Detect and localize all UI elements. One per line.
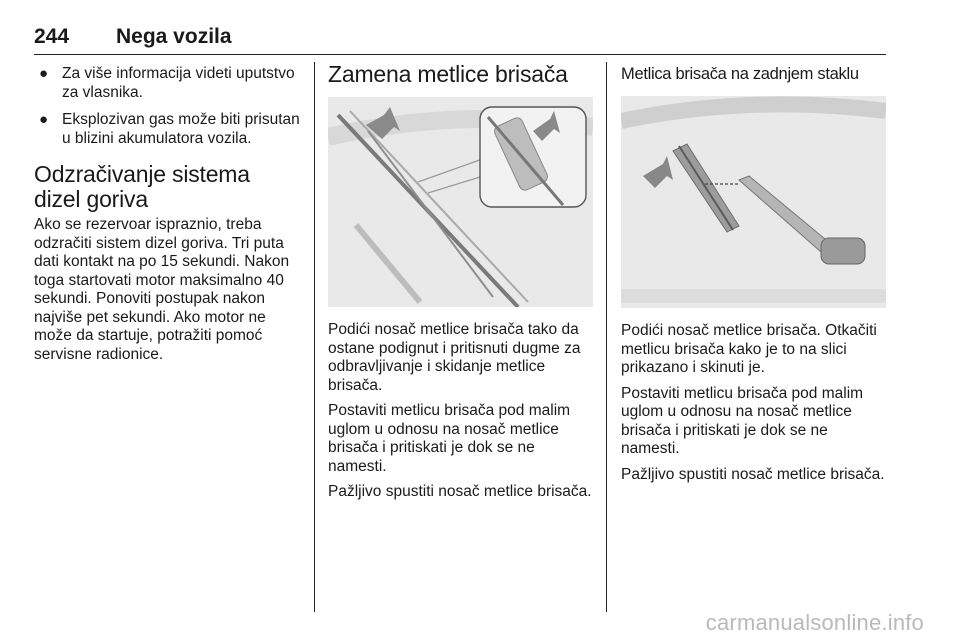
body-paragraph: Podići nosač metlice brisača tako da ostane podignut i pritisnuti dugme za odbravljivanje i skidanje metlice brisača.	[328, 321, 581, 394]
bullet-icon: ●	[39, 65, 49, 82]
rear-wiper-diagram	[621, 96, 886, 308]
watermark-text: carmanualsonline.info	[705, 610, 924, 635]
page-number: 244	[34, 25, 70, 48]
page-header	[34, 22, 886, 55]
bullet-icon: ●	[39, 111, 49, 128]
bullet-list	[34, 64, 302, 148]
body-paragraph: Postaviti metlicu brisača pod malim uglom u odnosu na nosač metlice brisača i pritiskati je dok se ne namesti.	[328, 402, 571, 475]
wiper-blade-illustration	[328, 97, 593, 307]
column-divider	[606, 62, 607, 612]
body-paragraph: Podići nosač metlice brisača. Otkačiti metlicu brisača kako je to na slici prikazano i skinuti je.	[621, 322, 877, 376]
section-heading: Zamena metlice brisača	[328, 61, 568, 87]
column-divider	[314, 62, 315, 612]
list-item: ● Eksplozivan gas može biti prisutan u blizini akumulatora vozila.	[39, 111, 300, 147]
column-left	[34, 62, 302, 371]
chapter-title: Nega vozila	[116, 25, 232, 48]
body-paragraph: Ako se rezervoar ispraznio, treba odzračiti sistem dizel goriva. Tri puta dati kontakt na po 15 sekundi. Nakon toga startovati motor maksimalno 40 sekundi. Ponoviti postupak nakon najviše pet sekundi. Ako motor ne može da startuje, potražiti pomoć servisne radionice.	[34, 216, 290, 363]
body-paragraph: Pažljivo spustiti nosač metlice brisača.	[328, 483, 592, 500]
column-right	[621, 62, 887, 491]
front-wiper-diagram	[328, 97, 593, 307]
section-heading: Odzračivanje sistema dizel goriva	[34, 161, 250, 212]
body-paragraph: Postaviti metlicu brisača pod malim uglom u odnosu na nosač metlice brisača i pritiskati je dok se ne namesti.	[621, 384, 864, 457]
rear-wiper-illustration	[621, 96, 886, 308]
subsection-heading: Metlica brisača na zadnjem staklu	[621, 65, 859, 83]
list-item: ● Za više informacija videti uputstvo za vlasnika.	[39, 65, 295, 101]
body-paragraph: Pažljivo spustiti nosač metlice brisača.	[621, 465, 885, 483]
column-middle	[328, 62, 593, 509]
